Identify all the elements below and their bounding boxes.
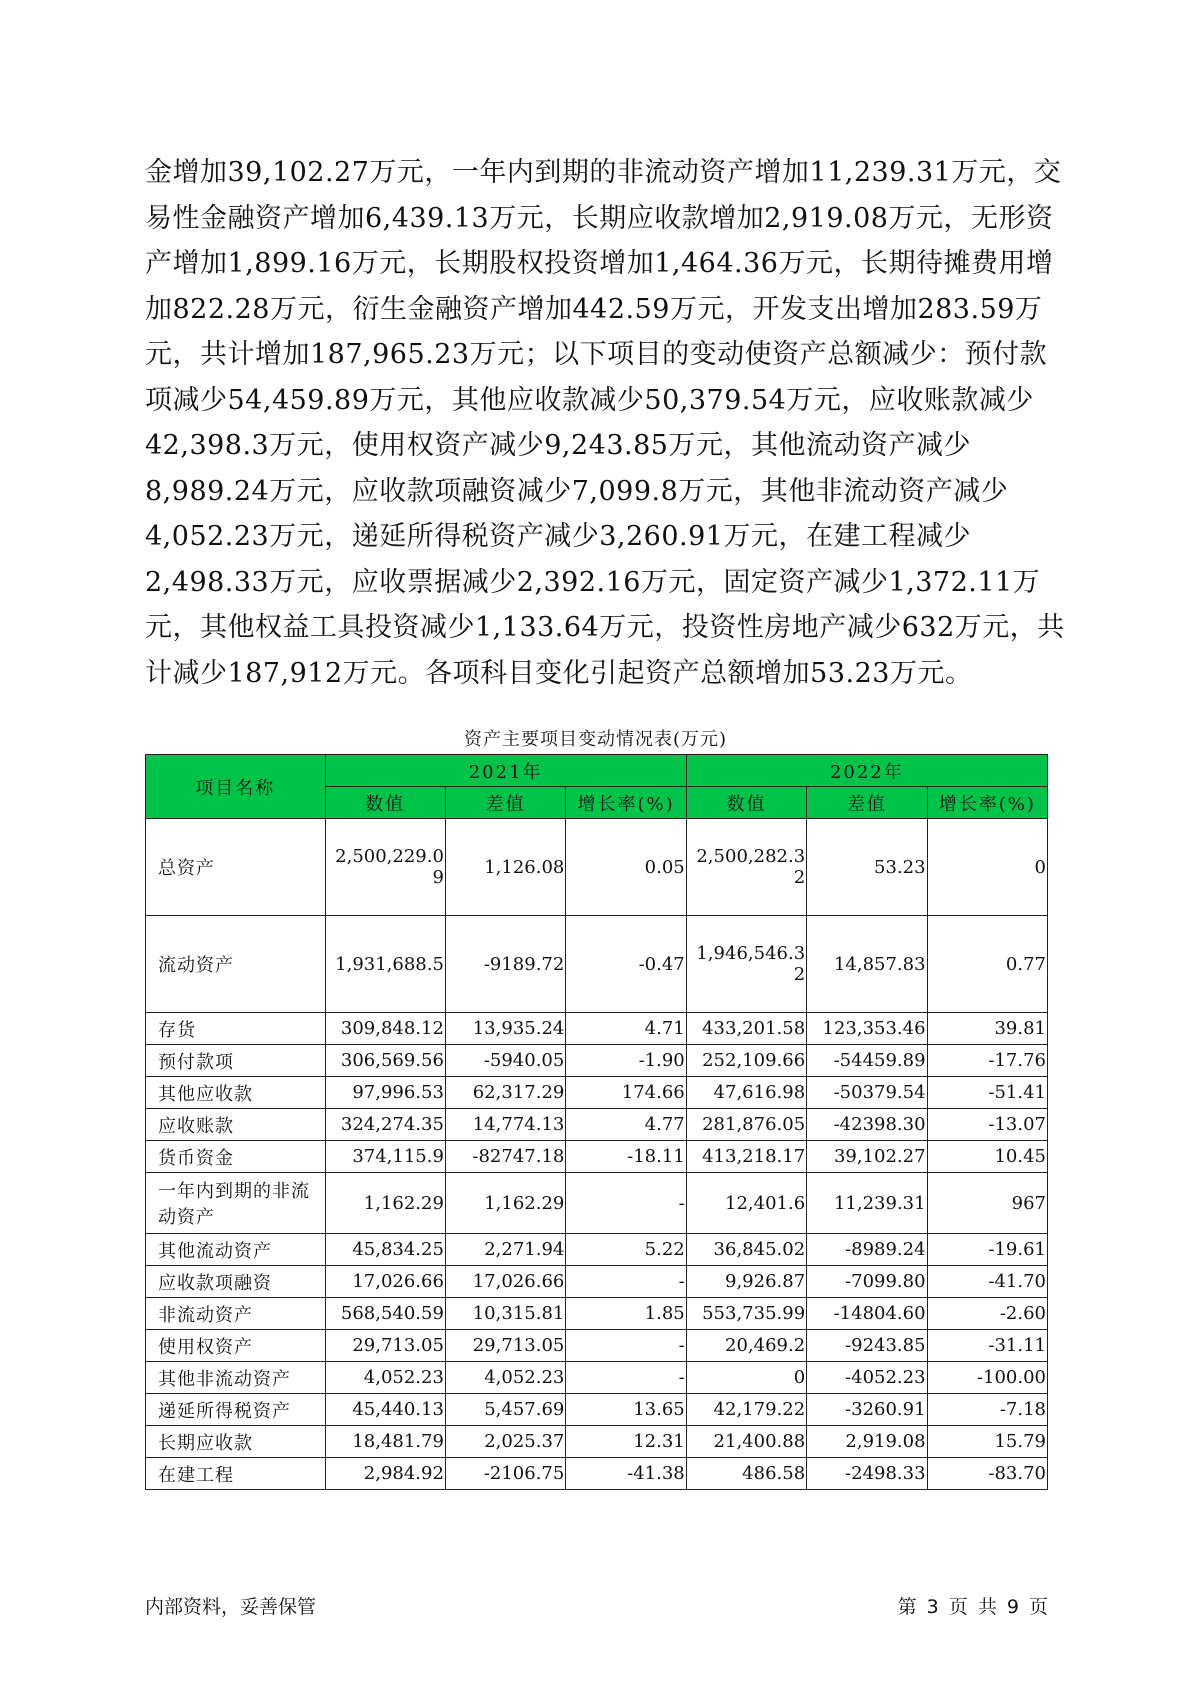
table-caption: 资产主要项目变动情况表(万元)	[463, 729, 728, 750]
row-cell-v2: 9,926.87	[686, 1266, 806, 1298]
row-cell-g2: -100.00	[927, 1362, 1047, 1394]
row-cell-g2: -31.11	[927, 1330, 1047, 1362]
row-item-name: 应收账款	[146, 1109, 326, 1141]
row-cell-v1: 18,481.79	[325, 1426, 445, 1458]
body-paragraph: 金增加39,102.27万元，一年内到期的非流动资产增加11,239.31万元，交易性金融资产增加6,439.13万元，长期应收款增加2,919.08万元，无形资产增加1,899.16万元，长期股权投资增加1,464.36万元，长期待摊费用增加822.28万元，衍生金融资产增加442.59万元，开发支出增加283.59万元，共计增加187,965.23万元；以下项目的变动使资产总额减少：预付款项减少54,459.89万元，其他应收款减少50,379.54万元，应收账款减少42,398.3万元，使用权资产减少9,243.85万元，其他流动资产减少8,989.24万元，应收款项融资减少7,099.8万元，其他非流动资产减少4,052.23万元，递延所得税资产减少3,260.91万元，在建工程减少2,498.33万元，应收票据减少2,392.16万元，固定资产减少1,372.11万元，其他权益工具投资减少1,133.64万元，投资性房地产减少632万元，共计减少187,912万元。各项科目变化引起资产总额增加53.23万元。	[145, 157, 1065, 689]
row-cell-v2: 413,218.17	[686, 1141, 806, 1173]
row-cell-g1: -18.11	[566, 1141, 686, 1173]
header-year-2022: 2022年	[686, 755, 1047, 787]
row-item-name: 在建工程	[146, 1458, 326, 1490]
row-cell-g2: -19.61	[927, 1234, 1047, 1266]
row-cell-g1: 12.31	[566, 1426, 686, 1458]
row-cell-v1: 45,834.25	[325, 1234, 445, 1266]
row-item-name: 其他非流动资产	[146, 1362, 326, 1394]
row-cell-v1: 29,713.05	[325, 1330, 445, 1362]
table-row	[146, 1426, 1048, 1458]
row-cell-g2: 10.45	[927, 1141, 1047, 1173]
row-cell-d2: -54459.89	[807, 1045, 927, 1077]
row-cell-g2: -2.60	[927, 1298, 1047, 1330]
row-item-name: 存货	[146, 1013, 326, 1045]
table-row	[146, 1109, 1048, 1141]
row-cell-v2: 433,201.58	[686, 1013, 806, 1045]
row-item-name: 长期应收款	[146, 1426, 326, 1458]
row-item-name: 预付款项	[146, 1045, 326, 1077]
row-cell-v2: 1,946,546.32	[686, 916, 806, 1013]
table-body	[146, 819, 1048, 1490]
row-cell-v2: 20,469.2	[686, 1330, 806, 1362]
table-row	[146, 819, 1048, 916]
row-cell-g1: 5.22	[566, 1234, 686, 1266]
header-growth-2022: 增长率(%)	[927, 787, 1047, 819]
row-item-name: 递延所得税资产	[146, 1394, 326, 1426]
row-cell-g2: 967	[927, 1173, 1047, 1234]
row-cell-d2: -3260.91	[807, 1394, 927, 1426]
row-cell-g1: 4.77	[566, 1109, 686, 1141]
row-cell-d1: -82747.18	[445, 1141, 565, 1173]
row-cell-d1: -9189.72	[445, 916, 565, 1013]
row-cell-g1: 1.85	[566, 1298, 686, 1330]
row-cell-v2: 553,735.99	[686, 1298, 806, 1330]
row-cell-d1: 5,457.69	[445, 1394, 565, 1426]
row-cell-g1: -	[566, 1173, 686, 1234]
table-row	[146, 1045, 1048, 1077]
table-row	[146, 1362, 1048, 1394]
row-item-name: 使用权资产	[146, 1330, 326, 1362]
row-item-name: 货币资金	[146, 1141, 326, 1173]
row-item-name: 流动资产	[146, 916, 326, 1013]
row-cell-v1: 374,115.9	[325, 1141, 445, 1173]
row-cell-v2: 281,876.05	[686, 1109, 806, 1141]
row-cell-g2: 39.81	[927, 1013, 1047, 1045]
table-row	[146, 1234, 1048, 1266]
row-cell-v1: 2,984.92	[325, 1458, 445, 1490]
row-cell-g2: 0	[927, 819, 1047, 916]
row-cell-v2: 21,400.88	[686, 1426, 806, 1458]
row-cell-d2: 123,353.46	[807, 1013, 927, 1045]
row-cell-d1: 2,025.37	[445, 1426, 565, 1458]
row-cell-g2: -17.76	[927, 1045, 1047, 1077]
header-diff-2022: 差值	[807, 787, 927, 819]
row-cell-d1: 13,935.24	[445, 1013, 565, 1045]
table-row	[146, 1013, 1048, 1045]
table-row	[146, 916, 1048, 1013]
row-cell-d1: 10,315.81	[445, 1298, 565, 1330]
header-growth-2021: 增长率(%)	[566, 787, 686, 819]
table-row	[146, 1173, 1048, 1234]
row-cell-g2: 15.79	[927, 1426, 1047, 1458]
row-cell-d2: -14804.60	[807, 1298, 927, 1330]
row-cell-d1: 29,713.05	[445, 1330, 565, 1362]
row-cell-g1: -1.90	[566, 1045, 686, 1077]
row-cell-g1: -0.47	[566, 916, 686, 1013]
row-cell-d2: 53.23	[807, 819, 927, 916]
row-cell-g1: -41.38	[566, 1458, 686, 1490]
table-row	[146, 1458, 1048, 1490]
row-cell-v1: 306,569.56	[325, 1045, 445, 1077]
row-cell-v1: 568,540.59	[325, 1298, 445, 1330]
row-cell-v2: 36,845.02	[686, 1234, 806, 1266]
row-cell-g2: -83.70	[927, 1458, 1047, 1490]
row-cell-v1: 324,274.35	[325, 1109, 445, 1141]
header-value-2022: 数值	[686, 787, 806, 819]
row-cell-g1: 13.65	[566, 1394, 686, 1426]
asset-change-table	[145, 754, 1048, 1490]
row-cell-d2: -50379.54	[807, 1077, 927, 1109]
row-item-name: 其他应收款	[146, 1077, 326, 1109]
header-year-2021: 2021年	[325, 755, 686, 787]
row-cell-d2: 14,857.83	[807, 916, 927, 1013]
row-cell-v2: 252,109.66	[686, 1045, 806, 1077]
footer-confidential: 内部资料，妥善保管	[145, 1596, 317, 1618]
row-cell-v2: 0	[686, 1362, 806, 1394]
row-cell-d2: -42398.30	[807, 1109, 927, 1141]
row-cell-g2: -13.07	[927, 1109, 1047, 1141]
row-cell-d1: 4,052.23	[445, 1362, 565, 1394]
row-item-name: 其他流动资产	[146, 1234, 326, 1266]
row-item-name: 总资产	[146, 819, 326, 916]
row-cell-d2: -8989.24	[807, 1234, 927, 1266]
header-diff-2021: 差值	[445, 787, 565, 819]
table-row	[146, 1077, 1048, 1109]
row-cell-v1: 309,848.12	[325, 1013, 445, 1045]
row-cell-d1: 1,126.08	[445, 819, 565, 916]
row-cell-v2: 47,616.98	[686, 1077, 806, 1109]
row-cell-g2: -51.41	[927, 1077, 1047, 1109]
row-cell-v1: 1,931,688.5	[325, 916, 445, 1013]
row-cell-d2: -2498.33	[807, 1458, 927, 1490]
row-cell-v2: 486.58	[686, 1458, 806, 1490]
row-cell-d2: 2,919.08	[807, 1426, 927, 1458]
row-cell-v2: 2,500,282.32	[686, 819, 806, 916]
row-cell-v1: 17,026.66	[325, 1266, 445, 1298]
row-cell-g2: -41.70	[927, 1266, 1047, 1298]
table-row	[146, 1330, 1048, 1362]
row-item-name: 一年内到期的非流动资产	[146, 1173, 326, 1234]
row-cell-v1: 97,996.53	[325, 1077, 445, 1109]
row-cell-d1: 2,271.94	[445, 1234, 565, 1266]
row-cell-d1: 62,317.29	[445, 1077, 565, 1109]
table-row	[146, 1141, 1048, 1173]
row-cell-d2: -9243.85	[807, 1330, 927, 1362]
table-row	[146, 1298, 1048, 1330]
row-cell-v1: 45,440.13	[325, 1394, 445, 1426]
row-cell-v1: 1,162.29	[325, 1173, 445, 1234]
row-cell-v2: 12,401.6	[686, 1173, 806, 1234]
row-cell-g1: 0.05	[566, 819, 686, 916]
row-cell-d1: 17,026.66	[445, 1266, 565, 1298]
row-cell-g1: 4.71	[566, 1013, 686, 1045]
row-cell-v1: 2,500,229.09	[325, 819, 445, 916]
row-cell-d1: -5940.05	[445, 1045, 565, 1077]
row-item-name: 应收款项融资	[146, 1266, 326, 1298]
row-cell-g1: -	[566, 1330, 686, 1362]
row-cell-d1: 1,162.29	[445, 1173, 565, 1234]
row-cell-d2: 39,102.27	[807, 1141, 927, 1173]
footer-page-number: 第 3 页 共 9 页	[897, 1596, 1048, 1618]
row-cell-d1: 14,774.13	[445, 1109, 565, 1141]
table-row	[146, 1266, 1048, 1298]
row-cell-g1: -	[566, 1266, 686, 1298]
row-cell-d2: -7099.80	[807, 1266, 927, 1298]
row-cell-v1: 4,052.23	[325, 1362, 445, 1394]
row-cell-d2: -4052.23	[807, 1362, 927, 1394]
row-cell-d1: -2106.75	[445, 1458, 565, 1490]
row-cell-g2: -7.18	[927, 1394, 1047, 1426]
row-cell-d2: 11,239.31	[807, 1173, 927, 1234]
row-cell-v2: 42,179.22	[686, 1394, 806, 1426]
header-value-2021: 数值	[325, 787, 445, 819]
row-cell-g1: 174.66	[566, 1077, 686, 1109]
header-item-name: 项目名称	[146, 755, 326, 819]
row-cell-g2: 0.77	[927, 916, 1047, 1013]
row-item-name: 非流动资产	[146, 1298, 326, 1330]
table-row	[146, 1394, 1048, 1426]
row-cell-g1: -	[566, 1362, 686, 1394]
